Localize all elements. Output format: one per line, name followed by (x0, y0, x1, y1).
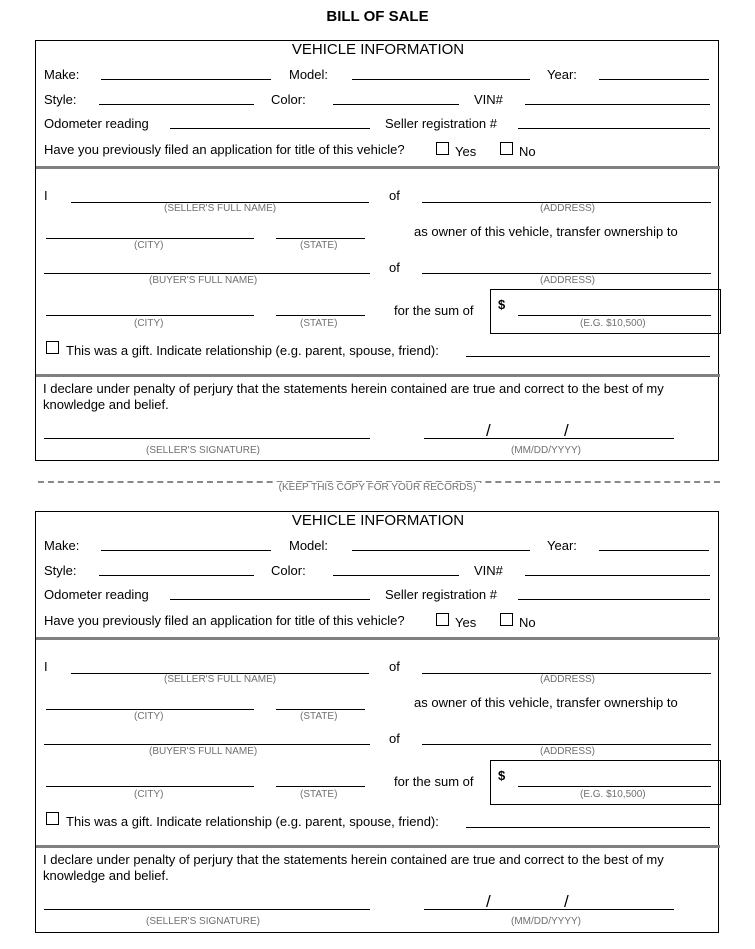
style-label: Style: (44, 563, 77, 578)
yes-label: Yes (455, 615, 477, 630)
declaration-text: I declare under penalty of perjury that the statements herein contained are true and correct to the best of my knowledge and belief. (43, 852, 664, 883)
year-field[interactable] (599, 79, 709, 80)
of-label-2: of (389, 260, 400, 275)
buyer-state-caption: (STATE) (300, 789, 338, 800)
seller-city-caption: (CITY) (134, 711, 164, 722)
make-label: Make: (44, 538, 80, 553)
bill-of-sale-copy-2 (35, 511, 719, 933)
buyer-address-caption: (ADDRESS) (540, 275, 596, 286)
seller-name-caption: (SELLER'S FULL NAME) (164, 674, 277, 685)
buyer-state-caption: (STATE) (300, 318, 338, 329)
make-field[interactable] (101, 79, 271, 80)
no-checkbox[interactable] (500, 613, 513, 626)
seller-state-caption: (STATE) (300, 711, 338, 722)
seller-state-field[interactable] (276, 709, 365, 710)
buyer-city-caption: (CITY) (134, 318, 164, 329)
color-field[interactable] (333, 104, 459, 105)
no-label: No (519, 144, 536, 159)
dollar-sign: $ (498, 297, 506, 312)
date-caption: (MM/DD/YYYY) (511, 916, 581, 927)
style-field[interactable] (99, 104, 254, 105)
no-label: No (519, 615, 536, 630)
odometer-field[interactable] (170, 599, 370, 600)
of-label: of (389, 659, 400, 674)
transfer-text: as owner of this vehicle, transfer ownership to (414, 224, 678, 239)
yes-checkbox[interactable] (436, 142, 449, 155)
buyer-state-field[interactable] (276, 315, 365, 316)
gift-relationship-field[interactable] (466, 827, 710, 828)
buyer-name-caption: (BUYER'S FULL NAME) (149, 746, 258, 757)
gift-label: This was a gift. Indicate relationship (e.g. parent, spouse, friend): (66, 814, 439, 829)
model-label: Model: (289, 67, 329, 82)
model-label: Model: (289, 538, 329, 553)
odometer-field[interactable] (170, 128, 370, 129)
seller-registration-field[interactable] (518, 599, 710, 600)
no-checkbox[interactable] (500, 142, 513, 155)
date-slash-2: / (564, 421, 569, 440)
seller-state-caption: (STATE) (300, 240, 338, 251)
keep-copy-note: (KEEP THIS COPY FOR YOUR RECORDS) (0, 482, 755, 493)
seller-name-caption: (SELLER'S FULL NAME) (164, 203, 277, 214)
date-caption: (MM/DD/YYYY) (511, 445, 581, 456)
make-field[interactable] (101, 550, 271, 551)
buyer-address-caption: (ADDRESS) (540, 746, 596, 757)
seller-signature-field[interactable] (44, 438, 370, 439)
seller-signature-caption: (SELLER'S SIGNATURE) (146, 916, 260, 927)
date-field[interactable] (424, 909, 674, 910)
year-label: Year: (547, 67, 577, 82)
seller-registration-field[interactable] (518, 128, 710, 129)
section-separator-2 (36, 374, 720, 377)
odometer-label: Odometer reading (44, 587, 149, 602)
section-title: VEHICLE INFORMATION (291, 41, 465, 58)
buyer-city-field[interactable] (46, 315, 254, 316)
seller-city-field[interactable] (46, 709, 254, 710)
seller-state-field[interactable] (276, 238, 365, 239)
gift-checkbox[interactable] (46, 341, 59, 354)
seller-city-caption: (CITY) (134, 240, 164, 251)
title-question: Have you previously filed an application for title of this vehicle? (44, 613, 405, 628)
buyer-address-field[interactable] (422, 744, 711, 745)
document-title: BILL OF SALE (326, 8, 429, 25)
style-label: Style: (44, 92, 77, 107)
buyer-city-caption: (CITY) (134, 789, 164, 800)
date-slash-1: / (486, 421, 491, 440)
gift-checkbox[interactable] (46, 812, 59, 825)
section-separator-2 (36, 845, 720, 848)
seller-city-field[interactable] (46, 238, 254, 239)
buyer-name-field[interactable] (44, 744, 370, 745)
i-label: I (44, 659, 48, 674)
style-field[interactable] (99, 575, 254, 576)
seller-registration-label: Seller registration # (385, 116, 497, 131)
model-field[interactable] (352, 79, 530, 80)
make-label: Make: (44, 67, 80, 82)
section-separator (36, 166, 720, 169)
vin-label: VIN# (474, 563, 503, 578)
date-slash-1: / (486, 892, 491, 911)
vin-field[interactable] (525, 104, 710, 105)
year-label: Year: (547, 538, 577, 553)
sum-label: for the sum of (394, 303, 474, 318)
color-label: Color: (271, 563, 306, 578)
dollar-sign: $ (498, 768, 506, 783)
i-label: I (44, 188, 48, 203)
buyer-address-field[interactable] (422, 273, 711, 274)
vin-field[interactable] (525, 575, 710, 576)
of-label: of (389, 188, 400, 203)
transfer-text: as owner of this vehicle, transfer ownership to (414, 695, 678, 710)
sum-label: for the sum of (394, 774, 474, 789)
gift-relationship-field[interactable] (466, 356, 710, 357)
seller-address-caption: (ADDRESS) (540, 674, 596, 685)
sum-amount-caption: (E.G. $10,500) (580, 789, 646, 800)
declaration-text: I declare under penalty of perjury that the statements herein contained are true and correct to the best of my knowledge and belief. (43, 381, 664, 412)
section-title: VEHICLE INFORMATION (291, 512, 465, 529)
date-slash-2: / (564, 892, 569, 911)
seller-signature-field[interactable] (44, 909, 370, 910)
yes-checkbox[interactable] (436, 613, 449, 626)
color-field[interactable] (333, 575, 459, 576)
date-field[interactable] (424, 438, 674, 439)
sum-amount-field[interactable] (518, 786, 711, 787)
gift-label: This was a gift. Indicate relationship (e.g. parent, spouse, friend): (66, 343, 439, 358)
buyer-city-field[interactable] (46, 786, 254, 787)
year-field[interactable] (599, 550, 709, 551)
seller-address-caption: (ADDRESS) (540, 203, 596, 214)
of-label-2: of (389, 731, 400, 746)
odometer-label: Odometer reading (44, 116, 149, 131)
title-question: Have you previously filed an application for title of this vehicle? (44, 142, 405, 157)
bill-of-sale-copy-1 (35, 40, 719, 461)
sum-amount-caption: (E.G. $10,500) (580, 318, 646, 329)
vin-label: VIN# (474, 92, 503, 107)
yes-label: Yes (455, 144, 477, 159)
buyer-name-caption: (BUYER'S FULL NAME) (149, 275, 258, 286)
color-label: Color: (271, 92, 306, 107)
seller-signature-caption: (SELLER'S SIGNATURE) (146, 445, 260, 456)
model-field[interactable] (352, 550, 530, 551)
buyer-name-field[interactable] (44, 273, 370, 274)
sum-amount-field[interactable] (518, 315, 711, 316)
seller-registration-label: Seller registration # (385, 587, 497, 602)
section-separator (36, 637, 720, 640)
buyer-state-field[interactable] (276, 786, 365, 787)
